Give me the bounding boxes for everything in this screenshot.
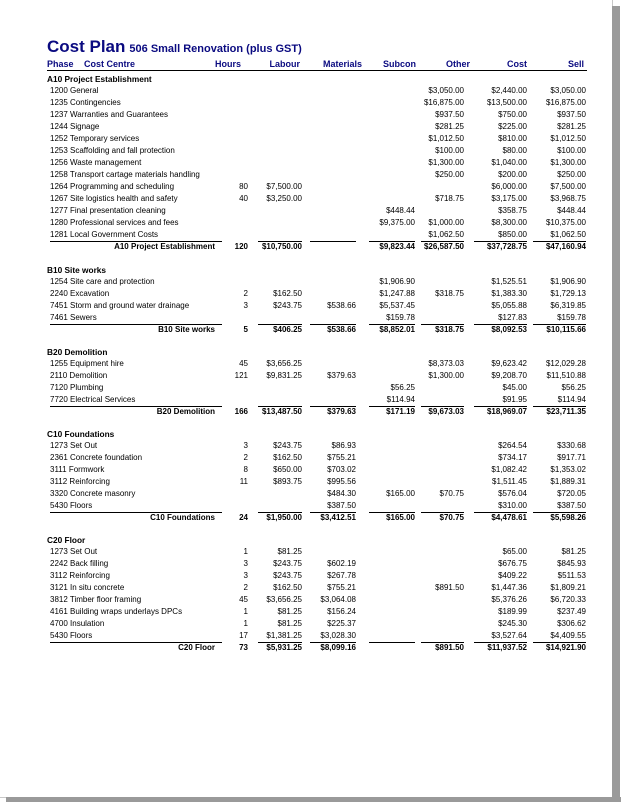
cell-other: $250.00: [435, 170, 464, 179]
cell-subcon: $9,375.00: [379, 218, 415, 227]
cell-labour: $243.75: [273, 301, 302, 310]
cell-cost-centre: 1256 Waste management: [50, 158, 142, 167]
cell-sell: $1,906.90: [550, 277, 586, 286]
total-cost-centre: B20 Demolition: [156, 407, 215, 416]
cell-cost: $310.00: [498, 501, 527, 510]
cell-cost: $358.75: [498, 206, 527, 215]
total-cost: $37,728.75: [486, 242, 527, 251]
cell-subcon: $448.44: [386, 206, 415, 215]
report-title-block: [47, 37, 302, 57]
cell-labour: $9,831.25: [266, 371, 302, 380]
cell-subcon: $1,906.90: [379, 277, 415, 286]
cell-other: $318.75: [435, 289, 464, 298]
total-other: $70.75: [439, 513, 464, 522]
cell-sell: $1,353.02: [550, 465, 586, 474]
table-row: [0, 145, 612, 157]
cell-subcon: $165.00: [386, 489, 415, 498]
cell-sell: $1,012.50: [550, 134, 586, 143]
total-labour: $13,487.50: [261, 407, 302, 416]
table-row: [0, 181, 612, 193]
cell-hours: 2: [243, 583, 248, 592]
cell-materials: $267.78: [327, 571, 356, 580]
total-sell: $5,598.26: [550, 513, 586, 522]
cell-sell: $100.00: [557, 146, 586, 155]
cell-cost-centre: 5430 Floors: [50, 631, 93, 640]
cell-hours: 45: [239, 595, 248, 604]
cell-cost: $1,447.36: [491, 583, 527, 592]
section-total-row: [0, 512, 612, 524]
cell-labour: $243.75: [273, 571, 302, 580]
cell-cost-centre: 1264 Programming and scheduling: [50, 182, 175, 191]
cell-cost-centre: 2361 Concrete foundation: [50, 453, 143, 462]
cell-cost-centre: 2240 Excavation: [50, 289, 110, 298]
cell-materials: $379.63: [327, 371, 356, 380]
total-cost-centre: A10 Project Establishment: [114, 242, 215, 251]
cell-hours: 3: [243, 559, 248, 568]
cell-labour: $81.25: [277, 619, 302, 628]
cell-other: $718.75: [435, 194, 464, 203]
cell-sell: $16,875.00: [545, 98, 586, 107]
cell-cost-centre: 3111 Formwork: [50, 465, 105, 474]
table-row: [0, 464, 612, 476]
cell-other: $1,000.00: [428, 218, 464, 227]
table-row: [0, 133, 612, 145]
cell-cost: $1,383.30: [491, 289, 527, 298]
header-sell: Sell: [567, 59, 584, 69]
cell-other: $16,875.00: [423, 98, 464, 107]
section-total-row: [0, 406, 612, 418]
table-row: [0, 594, 612, 606]
cell-sell: $281.25: [557, 122, 586, 131]
cell-sell: $1,809.21: [550, 583, 586, 592]
table-row: [0, 276, 612, 288]
table-row: [0, 229, 612, 241]
total-labour: $5,931.25: [266, 643, 302, 652]
table-row: [0, 618, 612, 630]
cell-sell: $250.00: [557, 170, 586, 179]
cell-cost-centre: 1255 Equipment hire: [50, 359, 124, 368]
cell-materials: $3,064.08: [320, 595, 356, 604]
cell-cost: $91.95: [502, 395, 527, 404]
cell-sell: $1,889.31: [550, 477, 586, 486]
cell-cost-centre: 3320 Concrete masonry: [50, 489, 136, 498]
cell-cost-centre: 1267 Site logistics health and safety: [50, 194, 178, 203]
cell-sell: $845.93: [557, 559, 586, 568]
cell-cost: $9,208.70: [491, 371, 527, 380]
cell-materials: $995.56: [327, 477, 356, 486]
cell-sell: $448.44: [557, 206, 586, 215]
cell-labour: $81.25: [277, 547, 302, 556]
cell-hours: 8: [243, 465, 248, 474]
table-row: [0, 312, 612, 324]
section-total-row: [0, 241, 612, 253]
cell-cost-centre: 4161 Building wraps underlays DPCs: [50, 607, 183, 616]
cell-sell: $7,500.00: [550, 182, 586, 191]
cell-cost: $1,082.42: [491, 465, 527, 474]
cell-cost-centre: 1281 Local Government Costs: [50, 230, 159, 239]
cell-subcon: $56.25: [390, 383, 415, 392]
total-hours: 73: [239, 643, 248, 652]
cell-cost-centre: 2110 Demolition: [50, 371, 108, 380]
total-cost: $4,478.61: [491, 513, 527, 522]
cell-labour: $3,250.00: [266, 194, 302, 203]
cell-sell: $1,062.50: [550, 230, 586, 239]
table-row: [0, 157, 612, 169]
cell-sell: $56.25: [561, 383, 586, 392]
section-total-row: [0, 324, 612, 336]
table-row: [0, 394, 612, 406]
cell-cost-centre: 5430 Floors: [50, 501, 93, 510]
total-cost: $11,937.52: [487, 643, 527, 652]
cell-hours: 3: [243, 301, 248, 310]
cell-hours: 80: [239, 182, 248, 191]
cell-cost-centre: 7461 Sewers: [50, 313, 97, 322]
cell-subcon: $114.94: [386, 395, 415, 404]
report-subtitle: 506 Small Renovation (plus GST): [129, 43, 302, 55]
table-row: [0, 193, 612, 205]
cell-hours: 2: [243, 453, 248, 462]
total-cost-centre: B10 Site works: [158, 325, 215, 334]
cell-hours: 11: [239, 477, 248, 486]
cell-sell: $387.50: [557, 501, 586, 510]
cell-sell: $159.78: [557, 313, 586, 322]
header-rule: [47, 70, 587, 71]
cell-cost-centre: 1273 Set Out: [50, 547, 98, 556]
cell-hours: 17: [239, 631, 248, 640]
cell-cost: $6,000.00: [491, 182, 527, 191]
total-other: $26,587.50: [423, 242, 464, 251]
cell-labour: $243.75: [273, 559, 302, 568]
table-row: [0, 606, 612, 618]
cell-sell: $511.53: [557, 571, 586, 580]
cell-materials: $156.24: [327, 607, 356, 616]
cell-other: $8,373.03: [428, 359, 464, 368]
cell-cost: $576.04: [498, 489, 527, 498]
cell-materials: $703.02: [327, 465, 356, 474]
cell-cost: $409.22: [498, 571, 527, 580]
cell-sell: $10,375.00: [545, 218, 586, 227]
cell-cost: $5,376.26: [491, 595, 527, 604]
cell-cost-centre: 2242 Back filling: [50, 559, 109, 568]
cell-other: $891.50: [435, 583, 464, 592]
total-subcon: $8,852.01: [379, 325, 415, 334]
total-other: $9,673.03: [428, 407, 464, 416]
section-heading: B20 Demolition: [47, 347, 108, 357]
table-row: [0, 288, 612, 300]
page-shadow-bottom: [6, 797, 621, 802]
cell-sell: $720.05: [557, 489, 586, 498]
cell-cost: $189.99: [498, 607, 527, 616]
total-hours: 24: [239, 513, 248, 522]
cell-sell: $4,409.55: [550, 631, 586, 640]
cell-subcon: $5,537.45: [379, 301, 415, 310]
header-cost: Cost: [507, 59, 527, 69]
total-subcon: $165.00: [386, 513, 415, 522]
cell-materials: $755.21: [327, 453, 356, 462]
cell-sell: $12,029.28: [545, 359, 586, 368]
cell-materials: $538.66: [327, 301, 356, 310]
cell-sell: $11,510.88: [546, 371, 586, 380]
cell-other: $281.25: [435, 122, 464, 131]
table-row: [0, 169, 612, 181]
cell-labour: $3,656.25: [266, 359, 302, 368]
total-cost: $18,969.07: [486, 407, 527, 416]
table-row: [0, 370, 612, 382]
total-materials: $8,099.16: [320, 643, 356, 652]
cell-materials: $3,028.30: [320, 631, 356, 640]
cell-sell: $114.94: [557, 395, 586, 404]
cell-cost-centre: 3812 Timber floor framing: [50, 595, 142, 604]
cell-hours: 1: [243, 547, 248, 556]
total-cost-centre: C20 Floor: [178, 643, 215, 652]
total-subcon: $171.19: [386, 407, 415, 416]
cell-labour: $162.50: [273, 453, 302, 462]
cell-cost-centre: 7120 Plumbing: [50, 383, 104, 392]
table-row: [0, 85, 612, 97]
table-row: [0, 582, 612, 594]
cell-subcon: $159.78: [386, 313, 415, 322]
cell-other: $3,050.00: [428, 86, 464, 95]
cell-hours: 1: [243, 607, 248, 616]
cell-cost: $1,511.45: [492, 477, 527, 486]
total-labour: $1,950.00: [266, 513, 302, 522]
cell-hours: 121: [234, 371, 248, 380]
total-materials: $3,412.51: [320, 513, 356, 522]
section-heading: C20 Floor: [47, 535, 86, 545]
cell-sell: $1,729.13: [550, 289, 586, 298]
section-heading: B10 Site works: [47, 265, 107, 275]
cell-other: $100.00: [435, 146, 464, 155]
cell-cost-centre: 1252 Temporary services: [50, 134, 140, 143]
cell-sell: $1,300.00: [550, 158, 586, 167]
cell-cost-centre: 3121 In situ concrete: [50, 583, 125, 592]
cell-cost-centre: 1273 Set Out: [50, 441, 98, 450]
cell-materials: $755.21: [327, 583, 356, 592]
section-heading: C10 Foundations: [47, 429, 115, 439]
cell-hours: 3: [243, 571, 248, 580]
cell-labour: $893.75: [273, 477, 302, 486]
table-row: [0, 476, 612, 488]
cell-sell: $306.62: [557, 619, 586, 628]
cell-hours: 45: [239, 359, 248, 368]
total-sell: $47,160.94: [545, 242, 586, 251]
header-subcon: Subcon: [383, 59, 416, 69]
table-row: [0, 300, 612, 312]
table-row: [0, 500, 612, 512]
total-hours: 5: [243, 325, 248, 334]
total-materials: $538.66: [327, 325, 356, 334]
total-sell: $10,115.66: [546, 325, 586, 334]
page-shadow-right: [612, 6, 620, 801]
table-row: [0, 97, 612, 109]
cell-cost-centre: 7451 Storm and ground water drainage: [50, 301, 190, 310]
table-row: [0, 205, 612, 217]
cell-cost: $264.54: [498, 441, 527, 450]
cell-cost: $245.30: [498, 619, 527, 628]
cell-other: $937.50: [435, 110, 464, 119]
total-labour: $406.25: [273, 325, 302, 334]
total-materials: $379.63: [327, 407, 356, 416]
cell-labour: $650.00: [273, 465, 302, 474]
cell-materials: $484.30: [327, 489, 356, 498]
cell-cost: $200.00: [498, 170, 527, 179]
cell-cost-centre: 1277 Final presentation cleaning: [50, 206, 166, 215]
total-other: $318.75: [435, 325, 464, 334]
cell-cost: $225.00: [498, 122, 527, 131]
cell-other: $1,062.50: [428, 230, 464, 239]
cell-subcon: $1,247.88: [379, 289, 415, 298]
cell-sell: $6,319.85: [550, 301, 586, 310]
cell-cost-centre: 1244 Signage: [50, 122, 100, 131]
table-row: [0, 452, 612, 464]
cell-cost-centre: 1258 Transport cartage materials handling: [50, 170, 200, 179]
cell-materials: $387.50: [327, 501, 356, 510]
cell-cost-centre: 1200 General: [50, 86, 99, 95]
header-hours: Hours: [214, 59, 241, 69]
cell-cost-centre: 1237 Warranties and Guarantees: [50, 110, 168, 119]
cell-other: $1,012.50: [428, 134, 464, 143]
cell-labour: $243.75: [273, 441, 302, 450]
cell-hours: 3: [243, 441, 248, 450]
cell-materials: $225.37: [327, 619, 356, 628]
cell-materials: $602.19: [327, 559, 356, 568]
cell-sell: $3,050.00: [550, 86, 586, 95]
cell-materials: $86.93: [331, 441, 356, 450]
cell-cost: $2,440.00: [491, 86, 527, 95]
cell-cost: $9,623.42: [491, 359, 527, 368]
table-row: [0, 217, 612, 229]
cell-sell: $81.25: [561, 547, 586, 556]
cell-cost: $127.83: [498, 313, 527, 322]
table-row: [0, 440, 612, 452]
table-row: [0, 546, 612, 558]
cell-cost-centre: 1254 Site care and protection: [50, 277, 155, 286]
total-sell: $14,921.90: [545, 643, 586, 652]
cell-cost: $810.00: [498, 134, 527, 143]
cell-cost: $8,300.00: [491, 218, 527, 227]
cell-hours: 2: [243, 289, 248, 298]
table-row: [0, 358, 612, 370]
cell-cost: $734.17: [498, 453, 527, 462]
cell-sell: $6,720.33: [550, 595, 586, 604]
cell-cost-centre: 3112 Reinforcing: [50, 477, 110, 486]
cell-labour: $1,381.25: [266, 631, 302, 640]
cell-cost: $3,527.64: [491, 631, 527, 640]
cell-labour: $162.50: [273, 289, 302, 298]
section-total-row: [0, 642, 612, 654]
header-cost-centre: Cost Centre: [84, 59, 136, 69]
cell-cost-centre: 4700 Insulation: [50, 619, 105, 628]
cell-cost: $850.00: [498, 230, 527, 239]
cell-hours: 40: [239, 194, 248, 203]
cell-hours: 1: [243, 619, 248, 628]
total-other: $891.50: [435, 643, 464, 652]
table-row: [0, 382, 612, 394]
cell-cost-centre: 7720 Electrical Services: [50, 395, 136, 404]
table-row: [0, 488, 612, 500]
cell-cost: $65.00: [502, 547, 527, 556]
cell-cost: $45.00: [502, 383, 527, 392]
cell-sell: $937.50: [557, 110, 586, 119]
cell-labour: $3,656.25: [266, 595, 302, 604]
total-hours: 120: [234, 242, 248, 251]
cell-other: $1,300.00: [428, 371, 464, 380]
cell-labour: $81.25: [277, 607, 302, 616]
cell-cost: $13,500.00: [486, 98, 527, 107]
cell-other: $1,300.00: [428, 158, 464, 167]
total-hours: 166: [234, 407, 248, 416]
total-cost-centre: C10 Foundations: [150, 513, 215, 522]
table-row: [0, 109, 612, 121]
cell-cost: $750.00: [498, 110, 527, 119]
total-labour: $10,750.00: [261, 242, 302, 251]
total-sell: $23,711.35: [546, 407, 586, 416]
table-row: [0, 121, 612, 133]
table-row: [0, 630, 612, 642]
section-heading: A10 Project Establishment: [47, 74, 152, 84]
cell-cost: $1,525.51: [491, 277, 527, 286]
cell-cost-centre: 3112 Reinforcing: [50, 571, 110, 580]
total-cost: $8,092.53: [491, 325, 527, 334]
cell-cost: $676.75: [498, 559, 527, 568]
cell-cost: $80.00: [502, 146, 527, 155]
cell-sell: $237.49: [557, 607, 586, 616]
cell-cost-centre: 1280 Professional services and fees: [50, 218, 179, 227]
cell-sell: $917.71: [557, 453, 586, 462]
cell-labour: $7,500.00: [266, 182, 302, 191]
header-materials: Materials: [322, 59, 362, 69]
report-title: Cost Plan: [47, 37, 126, 56]
cell-sell: $3,968.75: [550, 194, 586, 203]
table-row: [0, 558, 612, 570]
total-subcon: $9,823.44: [379, 242, 415, 251]
table-row: [0, 570, 612, 582]
cell-cost-centre: 1253 Scaffolding and fall protection: [50, 146, 175, 155]
cell-labour: $162.50: [273, 583, 302, 592]
header-other: Other: [445, 59, 470, 69]
cell-cost: $3,175.00: [491, 194, 527, 203]
cell-cost: $5,055.88: [491, 301, 527, 310]
cell-cost: $1,040.00: [491, 158, 527, 167]
cell-cost-centre: 1235 Contingencies: [50, 98, 121, 107]
header-phase: Phase: [47, 59, 74, 69]
cell-sell: $330.68: [557, 441, 586, 450]
cell-other: $70.75: [439, 489, 464, 498]
header-labour: Labour: [269, 59, 300, 69]
